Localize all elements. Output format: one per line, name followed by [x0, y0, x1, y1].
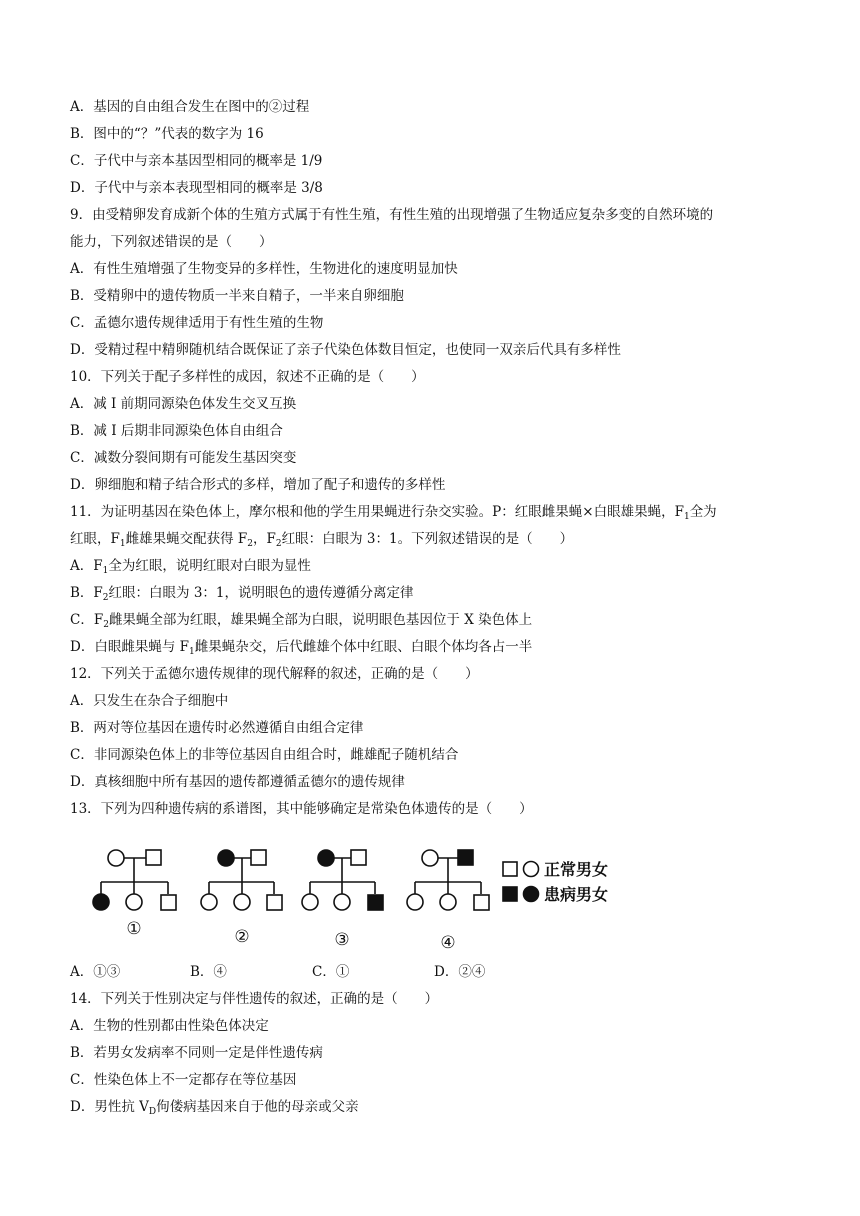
subscript: 1 [119, 539, 126, 549]
q12-option-d: D．真核细胞中所有基因的遗传都遵循孟德尔的遗传规律 [70, 774, 405, 790]
affected-male-symbol [458, 850, 473, 865]
q14-option-d [70, 1097, 810, 1122]
normal-male-symbol [351, 850, 366, 865]
q14-option-b: B．若男女发病率不同则一定是伴性遗传病 [70, 1045, 323, 1061]
q11-stem-text: ，F [253, 531, 276, 547]
option-text: 佝偻病基因来自于他的母亲或父亲 [156, 1099, 359, 1115]
normal-female-symbol [126, 894, 142, 910]
affected-female-symbol [318, 850, 334, 866]
q11-option-b [70, 583, 810, 608]
normal-female-symbol [234, 894, 250, 910]
q10-option-b: B．减 I 后期非同源染色体自由组合 [70, 423, 283, 439]
q13-option-a: A．①③ [70, 964, 121, 980]
legend-normal-male-symbol [503, 862, 517, 876]
normal-male-symbol [251, 850, 266, 865]
q12-stem: 12．下列关于孟德尔遗传规律的现代解释的叙述，正确的是（ ） [70, 666, 479, 682]
option-text: D．男性抗 V [70, 1099, 149, 1115]
normal-female-symbol [108, 850, 124, 866]
subscript: 2 [103, 620, 109, 630]
option-text: 红眼：白眼为 3：1，说明眼色的遗传遵循分离定律 [108, 585, 414, 601]
option-text: D．白眼雌果蝇与 F [70, 639, 189, 655]
affected-male-symbol [368, 895, 383, 910]
q9-stem-line1: 9．由受精卵发育成新个体的生殖方式属于有性生殖，有性生殖的出现增强了生物适应复杂多变的自然环境的 [70, 207, 714, 223]
subscript: 1 [188, 647, 195, 657]
subscript: 2 [275, 539, 282, 549]
subscript: 1 [102, 566, 109, 576]
pedigree-3 [302, 850, 383, 910]
q8-option-d: D．子代中与亲本表现型相同的概率是 3/8 [70, 180, 323, 196]
normal-male-symbol [146, 850, 161, 865]
q14-option-a: A．生物的性别都由性染色体决定 [70, 1018, 269, 1034]
q9-option-c: C．孟德尔遗传规律适用于有性生殖的生物 [70, 315, 324, 331]
q8-option-a: A．基因的自由组合发生在图中的②过程 [70, 99, 310, 115]
normal-female-symbol [201, 894, 217, 910]
normal-female-symbol [334, 894, 350, 910]
legend-affected-label: 患病男女 [544, 885, 609, 904]
q9-option-d: D．受精过程中精卵随机结合既保证了亲子代染色体数目恒定，也使同一双亲后代具有多样性 [70, 342, 621, 358]
q11-option-c [70, 610, 810, 635]
q11-stem-text: 11．为证明基因在染色体上，摩尔根和他的学生用果蝇进行杂交实验。P：红眼雌果蝇×白眼雄果蝇，F [70, 504, 684, 520]
legend-normal-female-symbol [524, 862, 539, 877]
normal-male-symbol [161, 895, 176, 910]
pedigree-label-3: ③ [334, 930, 350, 950]
affected-female-symbol [218, 850, 234, 866]
q11-stem-line1 [70, 502, 810, 527]
q11-stem-line2 [70, 529, 810, 554]
q13-stem: 13．下列为四种遗传病的系谱图，其中能够确定是常染色体遗传的是（ ） [70, 801, 533, 817]
q12-option-b: B．两对等位基因在遗传时必然遵循自由组合定律 [70, 720, 364, 736]
legend-affected-female-symbol [524, 887, 539, 902]
q11-stem-text: 红眼，F [70, 531, 120, 547]
subscript: 1 [683, 512, 690, 522]
subscript: D [148, 1107, 157, 1117]
q11-stem-text: 红眼：白眼为 3：1。下列叙述错误的是（ ） [281, 531, 574, 547]
q11-stem-text: 全为 [689, 504, 717, 520]
pedigree-legend [503, 862, 539, 902]
q9-option-a: A．有性生殖增强了生物变异的多样性，生物进化的速度明显加快 [70, 261, 458, 277]
affected-female-symbol [93, 894, 109, 910]
q13-option-c: C．① [312, 964, 350, 980]
q13-option-b: B．④ [190, 964, 227, 980]
q11-option-a [70, 556, 810, 581]
q10-option-d: D．卵细胞和精子结合形式的多样，增加了配子和遗传的多样性 [70, 477, 446, 493]
normal-male-symbol [474, 895, 489, 910]
option-text: B．F [70, 585, 103, 601]
normal-female-symbol [440, 894, 456, 910]
normal-female-symbol [422, 850, 438, 866]
q8-option-c: C．子代中与亲本基因型相同的概率是 1/9 [70, 153, 323, 169]
normal-male-symbol [267, 895, 282, 910]
subscript: 2 [102, 593, 109, 603]
subscript: 2 [247, 539, 254, 549]
pedigree-2 [201, 850, 282, 910]
q9-stem-line2: 能力，下列叙述错误的是（ ） [70, 234, 273, 250]
option-text: 雌果蝇杂交，后代雌雄个体中红眼、白眼个体均各占一半 [194, 639, 533, 655]
normal-female-symbol [407, 894, 423, 910]
pedigree-figure [88, 842, 648, 962]
q11-stem-text: 雌雄果蝇交配获得 F [125, 531, 248, 547]
option-text: A．F [70, 558, 103, 574]
q14-option-c: C．性染色体上不一定都存在等位基因 [70, 1072, 297, 1088]
q10-option-c: C．减数分裂间期有可能发生基因突变 [70, 450, 297, 466]
q13-option-d: D．②④ [434, 964, 486, 980]
q12-option-a: A．只发生在杂合子细胞中 [70, 693, 229, 709]
q9-option-b: B．受精卵中的遗传物质一半来自精子，一半来自卵细胞 [70, 288, 404, 304]
pedigree-label-4: ④ [440, 933, 456, 953]
legend-affected-male-symbol [503, 887, 517, 901]
pedigree-4 [407, 850, 489, 910]
pedigree-label-2: ② [234, 927, 250, 947]
pedigree-1 [93, 850, 176, 910]
q14-stem: 14．下列关于性别决定与伴性遗传的叙述，正确的是（ ） [70, 991, 439, 1007]
normal-female-symbol [302, 894, 318, 910]
q11-option-d [70, 637, 810, 662]
q12-option-c: C．非同源染色体上的非等位基因自由组合时，雌雄配子随机结合 [70, 747, 459, 763]
option-text: C．F [70, 612, 104, 628]
q10-option-a: A．减 I 前期同源染色体发生交叉互换 [70, 396, 297, 412]
q8-option-b: B．图中的“？”代表的数字为 16 [70, 126, 264, 142]
option-text: 雌果蝇全部为红眼，雄果蝇全部为白眼，说明眼色基因位于 X 染色体上 [108, 612, 533, 628]
option-text: 全为红眼，说明红眼对白眼为显性 [108, 558, 311, 574]
q13-options [70, 962, 770, 982]
q10-stem: 10．下列关于配子多样性的成因，叙述不正确的是（ ） [70, 369, 425, 385]
legend-normal-label: 正常男女 [544, 860, 609, 879]
pedigree-label-1: ① [126, 919, 142, 939]
